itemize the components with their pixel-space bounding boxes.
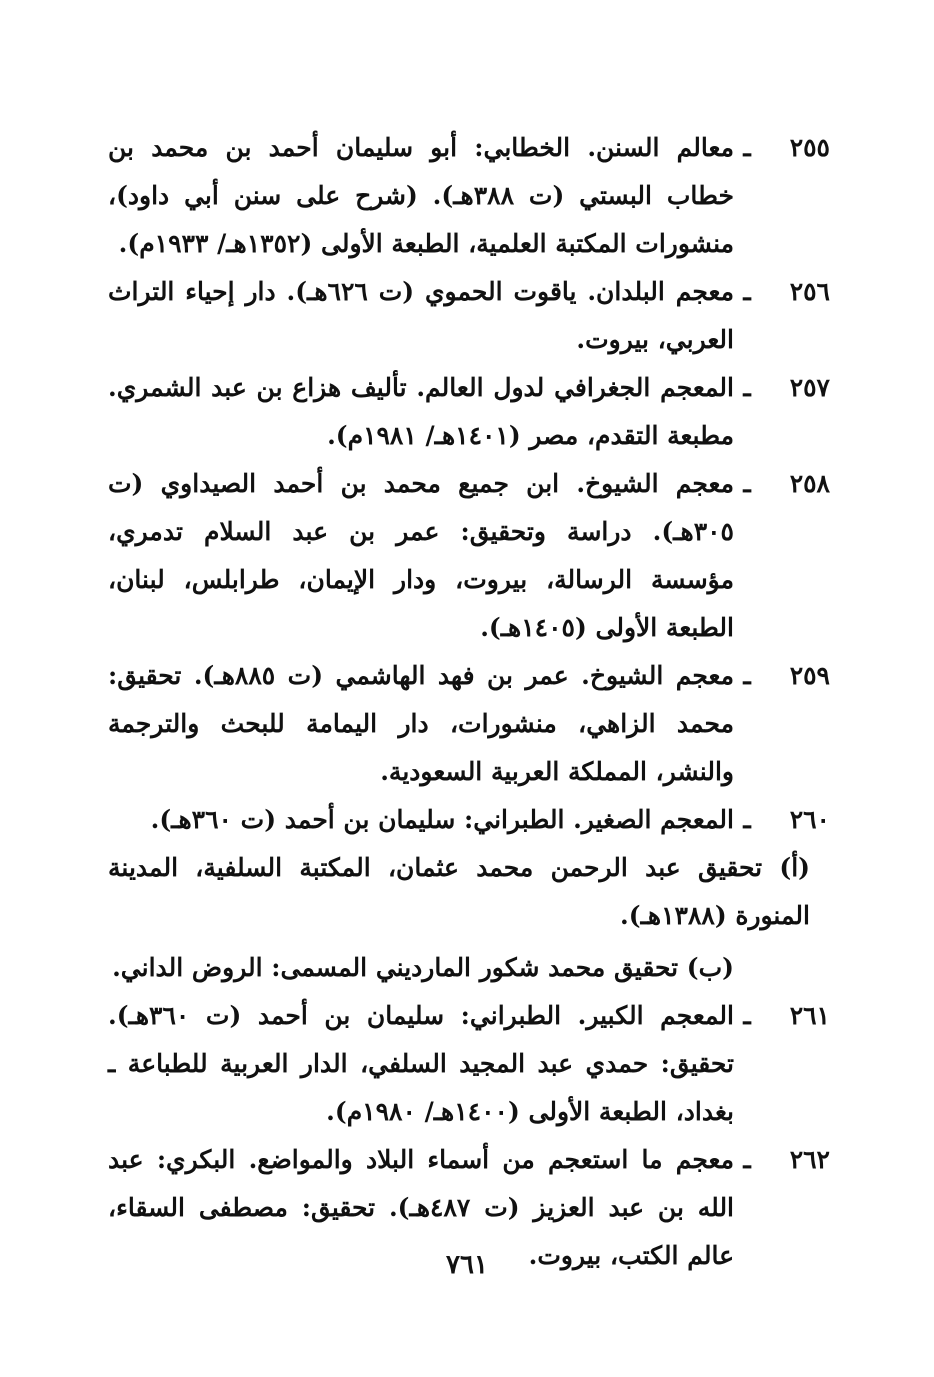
bibliography-entry-256 — [108, 268, 830, 364]
entry-number: ٢٦١ — [789, 1001, 830, 1030]
subentry-text: (أ) تحقيق عبد الرحمن محمد عثمان، المكتبة السلفية، المدينة المنورة (١٣٨٨هـ). — [108, 853, 810, 930]
bibliography-entry-258 — [108, 460, 830, 652]
entry-text: معجم الشيوخ. ابن جميع محمد بن أحمد الصيداوي (ت ٣٠٥هـ). دراسة وتحقيق: عمر بن عبد السلام تدمري، مؤسسة الرسالة، بيروت، ودار الإيمان، طرابلس، لبنان، الطبعة الأولى (١٤٠٥هـ). — [108, 469, 734, 642]
bibliography-entry-261 — [108, 992, 830, 1136]
entry-text: معجم الشيوخ. عمر بن فهد الهاشمي (ت ٨٨٥هـ). تحقيق: محمد الزاهي، منشورات، دار اليمامة للبحث والترجمة والنشر، المملكة العربية السعودية. — [108, 661, 735, 786]
bibliography-entry-257 — [108, 364, 830, 460]
page-number: ٧٦١ — [446, 1250, 488, 1280]
bibliography-entry-259 — [108, 652, 830, 796]
entry-number: ٢٥٨ — [789, 469, 830, 498]
bibliography-list — [108, 124, 830, 1280]
entry-number: ٢٥٩ — [789, 661, 830, 690]
subentry-text: (ب) تحقيق محمد شكور المارديني المسمى: الروض الداني. — [112, 953, 734, 982]
entry-dash: ـ — [743, 373, 751, 402]
entry-number: ٢٥٥ — [789, 133, 830, 162]
bibliography-subentry-b — [108, 944, 830, 992]
entry-dash: ـ — [743, 277, 751, 306]
entry-dash: ـ — [743, 133, 751, 162]
entry-dash: ـ — [743, 1001, 751, 1030]
entry-number: ٢٥٧ — [789, 373, 830, 402]
entry-text: معجم البلدان. ياقوت الحموي (ت ٦٢٦هـ). دار إحياء التراث العربي، بيروت. — [108, 277, 734, 354]
bibliography-entry-260 — [108, 796, 830, 844]
bibliography-subentry-a — [108, 844, 830, 940]
entry-dash: ـ — [743, 469, 751, 498]
entry-text: معجم ما استعجم من أسماء البلاد والمواضع. البكري: عبد الله بن عبد العزيز (ت ٤٨٧هـ). تحقيق: مصطفى السقاء، عالم الكتب، بيروت. — [108, 1145, 735, 1270]
entry-text: المعجم الجغرافي لدول العالم. تأليف هزاع بن عبد الشمري. مطبعة التقدم، مصر (١٤٠١هـ/ ١٩٨١م). — [108, 373, 734, 450]
entry-text: معالم السنن. الخطابي: أبو سليمان أحمد بن محمد بن خطاب البستي (ت ٣٨٨هـ). (شرح على سنن أبي داود)، منشورات المكتبة العلمية، الطبعة الأولى (١٣٥٢هـ/ ١٩٣٣م). — [108, 133, 734, 258]
entry-text: المعجم الكبير. الطبراني: سليمان بن أحمد (ت ٣٦٠هـ). تحقيق: حمدي عبد المجيد السلفي، الدار العربية للطباعة ـ بغداد، الطبعة الأولى (١٤٠٠هـ/ ١٩٨٠م). — [108, 1001, 734, 1126]
entry-text: المعجم الصغير. الطبراني: سليمان بن أحمد (ت ٣٦٠هـ). — [150, 805, 734, 834]
entry-number: ٢٥٦ — [789, 277, 830, 306]
entry-dash: ـ — [743, 1145, 751, 1174]
entry-number: ٢٦٢ — [789, 1145, 830, 1174]
entry-dash: ـ — [743, 661, 751, 690]
bibliography-entry-255 — [108, 124, 830, 268]
entry-number: ٢٦٠ — [789, 805, 830, 834]
entry-dash: ـ — [743, 805, 751, 834]
